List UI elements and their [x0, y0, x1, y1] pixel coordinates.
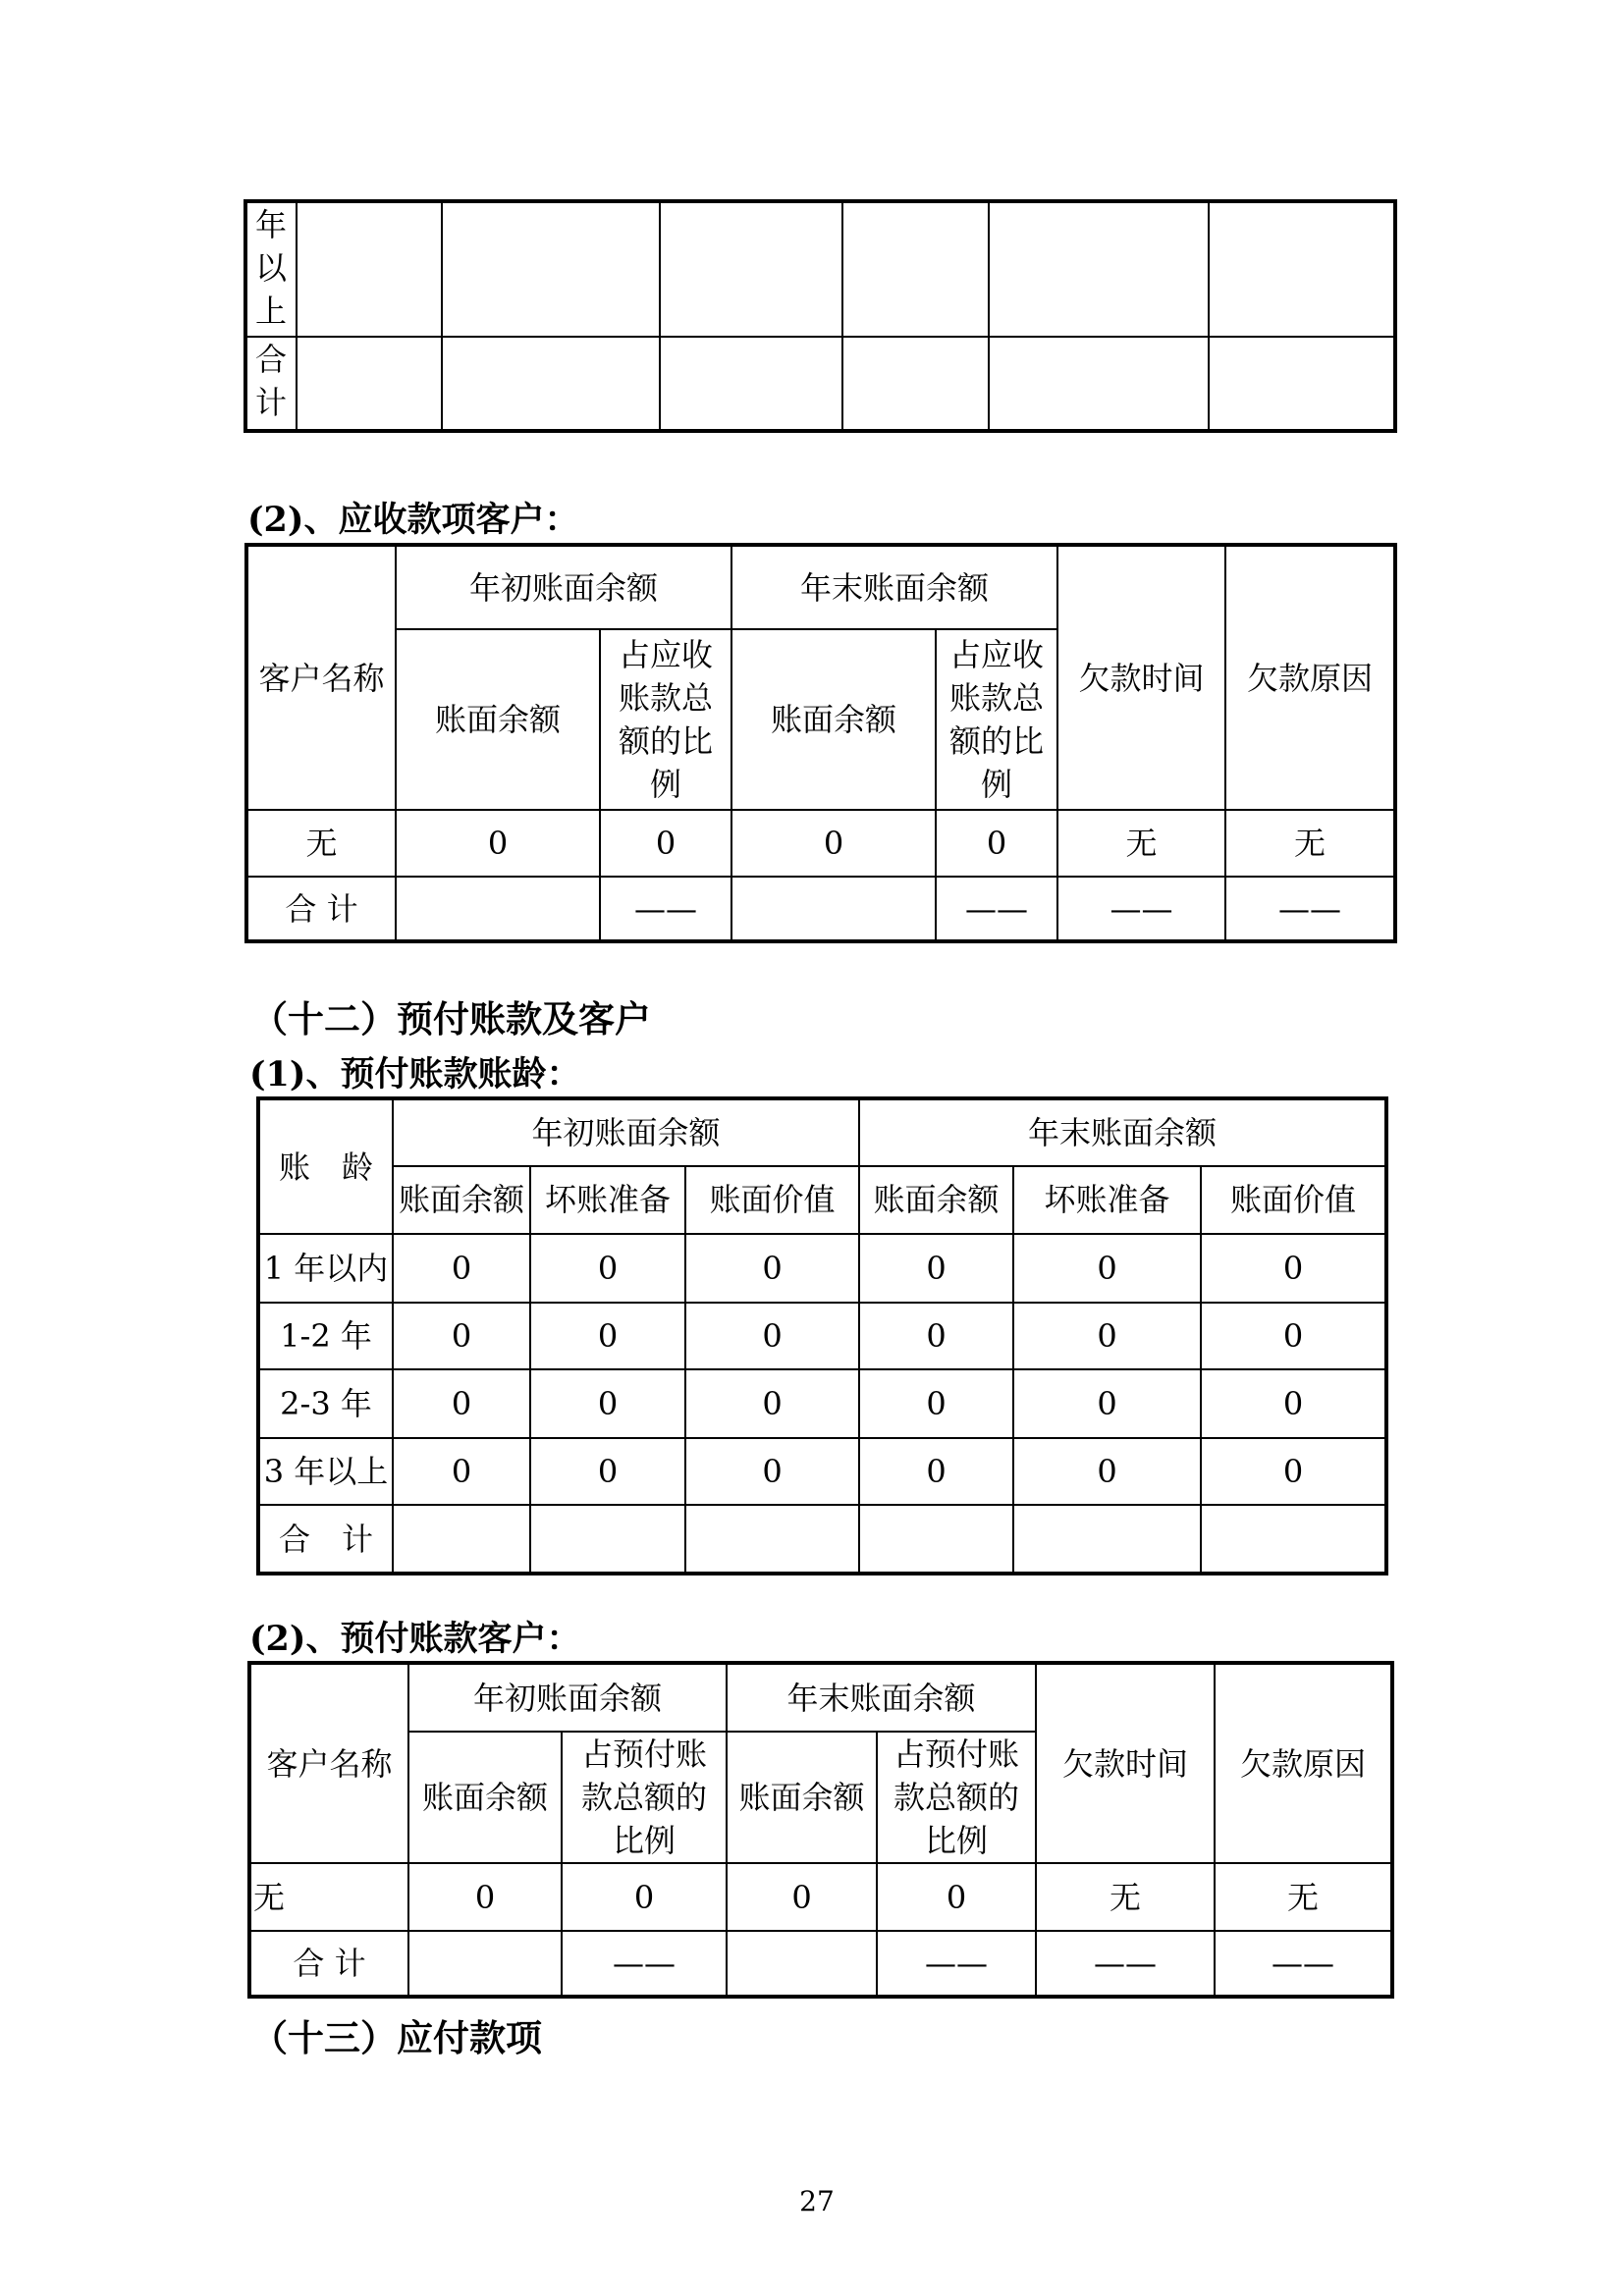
table-cell: 0 [1201, 1303, 1386, 1370]
table-cell: 0 [393, 1438, 530, 1506]
sub-header: 账面价值 [685, 1166, 859, 1235]
sub-balance-end: 账面余额 [727, 1732, 877, 1863]
table-cell: 0 [530, 1438, 685, 1506]
prepay-customers-table [247, 1661, 1394, 1999]
table-cell: —— [562, 1931, 727, 1997]
table-cell: 0 [859, 1438, 1013, 1506]
table-cell: —— [1036, 1931, 1215, 1997]
table-cell: 0 [731, 810, 936, 877]
row-label: 1-2 年 [258, 1303, 393, 1370]
table-cell: 0 [408, 1863, 562, 1931]
col-aging: 账 龄 [258, 1098, 393, 1234]
table-cell [408, 1931, 562, 1997]
prepay-customers-heading: (2)、预付账款客户： [249, 1619, 581, 1659]
sub-header: 账面余额 [859, 1166, 1013, 1235]
table-cell: 无 [1057, 810, 1225, 877]
prepay-aging-heading: (1)、预付账款账龄： [249, 1054, 581, 1095]
col-customer-name: 客户名称 [246, 545, 396, 810]
table-cell: 无 [1225, 810, 1395, 877]
table-cell: 0 [685, 1234, 859, 1303]
table-cell: 0 [1013, 1234, 1201, 1303]
group-begin-balance: 年初账面余额 [396, 545, 731, 629]
sub-header: 账面余额 [393, 1166, 530, 1235]
table-cell: 0 [1013, 1303, 1201, 1370]
ar-customers-table [244, 543, 1397, 943]
table-cell [727, 1931, 877, 1997]
row-label-over-years: 年以上 [245, 201, 297, 337]
prepay-aging-table [256, 1096, 1388, 1575]
group-end-balance: 年末账面余额 [731, 545, 1057, 629]
table-cell: 0 [1013, 1369, 1201, 1438]
sub-header: 坏账准备 [530, 1166, 685, 1235]
table-cell [731, 877, 936, 941]
table-cell: —— [936, 877, 1057, 941]
total-label: 合 计 [246, 877, 396, 941]
group-end-balance: 年末账面余额 [727, 1663, 1036, 1732]
table-cell: 0 [859, 1369, 1013, 1438]
section-12-title: （十二）预付账款及客户 [251, 997, 651, 1041]
table-cell: 0 [530, 1369, 685, 1438]
row-label: 2-3 年 [258, 1369, 393, 1438]
col-debt-reason: 欠款原因 [1225, 545, 1395, 810]
table-cell: 0 [859, 1303, 1013, 1370]
table-cell: 无 [1215, 1863, 1392, 1931]
col-debt-time: 欠款时间 [1057, 545, 1225, 810]
table-cell: 0 [685, 1369, 859, 1438]
table-cell: 0 [393, 1369, 530, 1438]
table-cell: 无 [246, 810, 396, 877]
table-cell: 0 [530, 1303, 685, 1370]
table-cell: —— [1215, 1931, 1392, 1997]
table-cell: 0 [877, 1863, 1036, 1931]
table-cell: 0 [393, 1234, 530, 1303]
group-end-balance: 年末账面余额 [859, 1098, 1386, 1166]
sub-balance-begin: 账面余额 [396, 629, 600, 810]
carry-over-table [244, 199, 1397, 433]
table-cell: 0 [727, 1863, 877, 1931]
col-debt-reason: 欠款原因 [1215, 1663, 1392, 1863]
table-cell: 0 [530, 1234, 685, 1303]
sub-ratio-end: 占应收账款总额的比例 [936, 629, 1057, 810]
table-cell: 0 [1201, 1438, 1386, 1506]
table-cell: 0 [562, 1863, 727, 1931]
table-cell: 无 [1036, 1863, 1215, 1931]
table-cell: 0 [1201, 1369, 1386, 1438]
sub-ratio-end: 占预付账款总额的比例 [877, 1732, 1036, 1863]
table-cell: 0 [600, 810, 731, 877]
total-label: 合 计 [258, 1505, 393, 1574]
table-cell: —— [1225, 877, 1395, 941]
table-cell: 0 [393, 1303, 530, 1370]
row-label: 3 年以上 [258, 1438, 393, 1506]
sub-ratio-begin: 占预付账款总额的比例 [562, 1732, 727, 1863]
table-cell: 0 [1201, 1234, 1386, 1303]
table-cell: 0 [1013, 1438, 1201, 1506]
sub-header: 坏账准备 [1013, 1166, 1201, 1235]
section-13-title: （十三）应付款项 [251, 2016, 542, 2059]
table-cell [396, 877, 600, 941]
page-number: 27 [799, 2185, 835, 2217]
group-begin-balance: 年初账面余额 [393, 1098, 859, 1166]
sub-balance-begin: 账面余额 [408, 1732, 562, 1863]
table-cell: —— [1057, 877, 1225, 941]
group-begin-balance: 年初账面余额 [408, 1663, 727, 1732]
sub-ratio-begin: 占应收账款总额的比例 [600, 629, 731, 810]
table-cell: 无 [249, 1863, 408, 1931]
sub-header: 账面价值 [1201, 1166, 1386, 1235]
row-label-total: 合计 [245, 337, 297, 431]
table-cell: 0 [936, 810, 1057, 877]
table-cell: 0 [685, 1438, 859, 1506]
sub-balance-end: 账面余额 [731, 629, 936, 810]
table-cell: 0 [859, 1234, 1013, 1303]
ar-customers-heading: (2)、应收款项客户： [247, 500, 579, 540]
table-cell: —— [877, 1931, 1036, 1997]
total-label: 合 计 [249, 1931, 408, 1997]
row-label: 1 年以内 [258, 1234, 393, 1303]
col-debt-time: 欠款时间 [1036, 1663, 1215, 1863]
col-customer-name: 客户名称 [249, 1663, 408, 1863]
table-cell: 0 [685, 1303, 859, 1370]
table-cell: 0 [396, 810, 600, 877]
table-cell: —— [600, 877, 731, 941]
